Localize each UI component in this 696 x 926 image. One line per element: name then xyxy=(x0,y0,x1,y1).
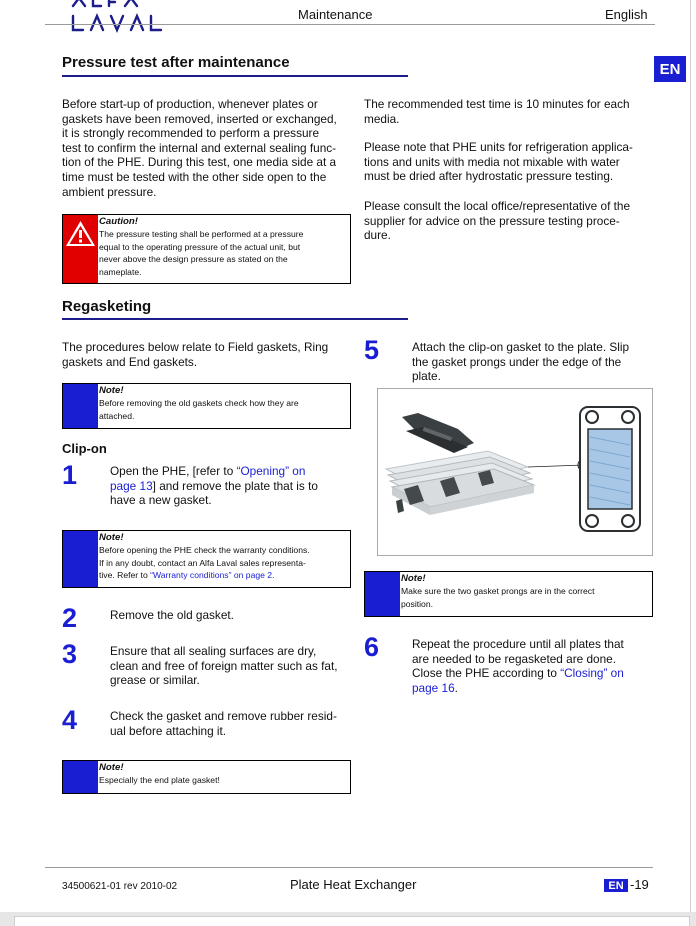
warranty-link[interactable]: “Warranty conditions” on page 2 xyxy=(150,570,273,581)
header-section-title: Maintenance xyxy=(298,7,373,22)
footer-title: Plate Heat Exchanger xyxy=(290,877,417,892)
pressure-right-p3: Please consult the local office/representative of the supplier for advice on the pressure testing proce- dure. xyxy=(364,199,631,243)
note-title: Note! xyxy=(401,573,426,584)
footer-rule xyxy=(45,867,653,868)
note-line: Especially the end plate gasket! xyxy=(99,775,220,786)
header-language: English xyxy=(605,7,648,22)
footer-doc-number: 34500621-01 rev 2010-02 xyxy=(62,881,178,892)
gasket-illustration xyxy=(377,388,653,556)
step-number: 2 xyxy=(62,603,78,633)
step-3-text: Ensure that all sealing surfaces are dry, clean and free of foreign matter such as fat, grease or similar. xyxy=(110,644,338,688)
note-box xyxy=(62,383,351,429)
note-title: Note! xyxy=(99,762,124,773)
language-tab: EN xyxy=(654,56,686,82)
note-bar xyxy=(63,761,98,793)
clip-on-subheading: Clip-on xyxy=(62,441,107,456)
step-2-text: Remove the old gasket. xyxy=(110,608,234,622)
plate-stack-drawing xyxy=(386,451,534,515)
caution-line: The pressure testing shall be performed at a pressure xyxy=(99,229,304,240)
opening-link[interactable]: “Opening” on xyxy=(236,464,306,478)
plate-diagram xyxy=(580,407,640,531)
step-5-text: Attach the clip-on gasket to the plate. Slip the gasket prongs under the edge of the plate. xyxy=(412,340,630,384)
closing-link[interactable]: “Closing” on xyxy=(560,666,624,681)
closing-page-link[interactable]: page 16 xyxy=(412,680,455,695)
step-6-text: Repeat the procedure until all plates that are needed to be regasketed are done. Close the PHE according to “Closing” on page 16. xyxy=(412,637,624,695)
note-line: position. xyxy=(401,598,434,609)
note-line: Make sure the two gasket prongs are in the correct xyxy=(401,586,595,597)
step-number: 1 xyxy=(62,460,78,490)
page-frame-edge xyxy=(690,0,691,912)
step-number: 6 xyxy=(364,632,380,662)
note-line: Before removing the old gaskets check how they are xyxy=(99,398,299,409)
regasketing-heading-rule xyxy=(62,318,408,320)
note-line: If in any doubt, contact an Alfa Laval sales representa- xyxy=(99,557,306,568)
note-title: Note! xyxy=(99,385,124,396)
clip-on-gasket-pieces xyxy=(402,413,474,453)
step-number: 3 xyxy=(62,639,78,669)
caution-bar xyxy=(63,215,98,283)
note-line: Before opening the PHE check the warranty conditions. xyxy=(99,545,310,556)
caution-line: equal to the operating pressure of the actual unit, but xyxy=(99,241,301,252)
caution-line: nameplate. xyxy=(99,266,142,277)
note-bar xyxy=(63,384,98,428)
step-number: 4 xyxy=(62,705,78,735)
warning-icon xyxy=(63,215,98,283)
pressure-heading-rule xyxy=(62,75,408,77)
note-line: attached. xyxy=(99,410,135,421)
caution-title: Caution! xyxy=(99,216,138,227)
note-title: Note! xyxy=(99,532,124,543)
note-bar xyxy=(365,572,400,616)
pressure-test-heading: Pressure test after maintenance xyxy=(62,54,290,71)
step-number: 5 xyxy=(364,335,380,365)
note-box xyxy=(364,571,653,617)
caution-box xyxy=(62,214,351,284)
pressure-left-paragraph: Before start-up of production, whenever plates or gaskets have been removed, inserted or exchanged, it is strongly recommended to perform a pressure test to confirm the internal and external sealing func- tion of the PHE. During this test, one media side at a time must be tested with the other side open to the ambient pressure. xyxy=(62,97,337,199)
pressure-right-p1: The recommended test time is 10 minutes for each media. xyxy=(364,97,630,126)
gasket-plate-illustration xyxy=(378,389,652,555)
step-4-text: Check the gasket and remove rubber resid- ual before attaching it. xyxy=(110,709,337,738)
regasketing-intro: The procedures below relate to Field gaskets, Ring gaskets and End gaskets. xyxy=(62,340,329,369)
next-page-strip xyxy=(0,912,696,926)
note-bar xyxy=(63,531,98,587)
pressure-right-p2: Please note that PHE units for refrigeration applica- tions and units with media not mixable with water must be dried after hydrostatic pressure testing. xyxy=(364,140,633,184)
step-1-text: Open the PHE, [refer to “Opening” on page 13] and remove the plate that is to have a new gasket. xyxy=(110,464,318,508)
opening-page-link[interactable]: page 13 xyxy=(110,478,153,493)
header-rule xyxy=(45,24,655,25)
alfa-laval-logo xyxy=(65,0,175,38)
footer-page-number: -19 xyxy=(630,877,649,892)
note-box: Note! Before opening the PHE check the warranty conditions. If in any doubt, contact an Alfa Laval sales representa- tive. Refer to “Warranty conditions” on page 2. xyxy=(62,530,351,588)
note-box xyxy=(62,760,351,794)
caution-line: never above the design pressure as stated on the xyxy=(99,254,288,265)
footer-language-tag: EN xyxy=(604,879,628,892)
regasketing-heading: Regasketing xyxy=(62,298,152,315)
